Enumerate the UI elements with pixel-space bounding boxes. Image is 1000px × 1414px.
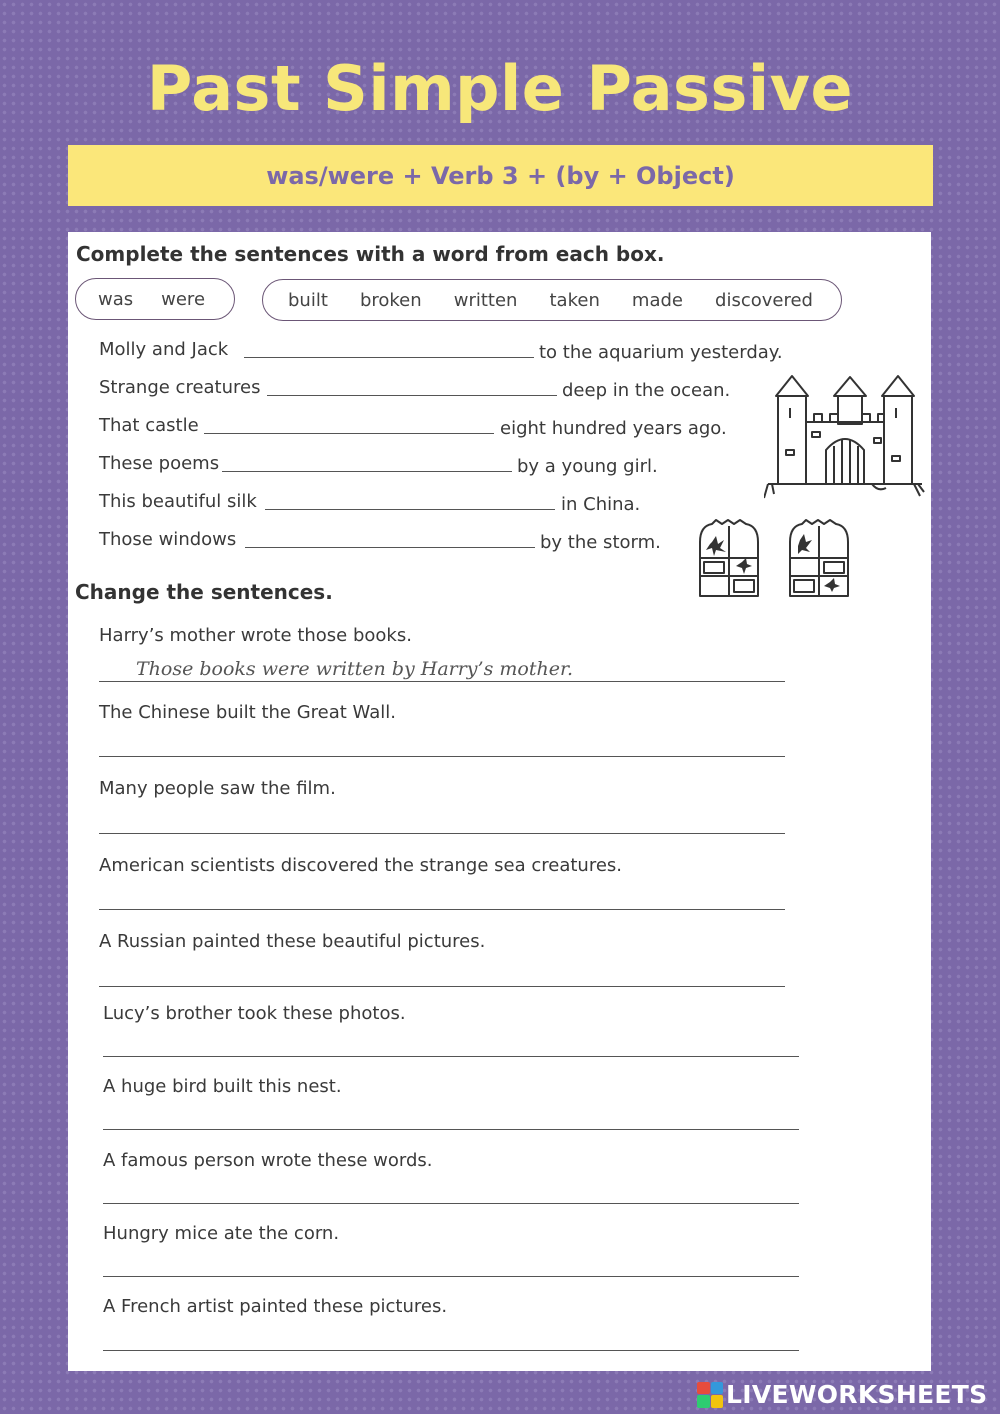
source-sentence: A famous person wrote these words.: [103, 1150, 433, 1171]
word-option: written: [453, 289, 518, 311]
source-sentence: Harry’s mother wrote those books.: [99, 625, 412, 646]
sentence-start: That castle: [99, 415, 199, 436]
word-option: broken: [359, 289, 422, 311]
word-option: was: [98, 288, 134, 310]
example-answer: Those books were written by Harry’s mother.: [136, 658, 573, 680]
answer-blank[interactable]: [222, 471, 512, 472]
word-option: were: [161, 288, 206, 310]
liveworksheets-logo: [697, 1380, 987, 1409]
logo-square: [697, 1382, 710, 1395]
answer-blank[interactable]: [265, 509, 555, 510]
answer-blank[interactable]: [267, 395, 557, 396]
answer-line[interactable]: [99, 833, 785, 834]
sentence-end: by a young girl.: [517, 456, 658, 477]
answer-line[interactable]: [99, 681, 785, 682]
logo-text: LIVEWORKSHEETS: [726, 1380, 988, 1409]
source-sentence: A Russian painted these beautiful pictures.: [99, 931, 486, 952]
page-title: Past Simple Passive: [146, 52, 854, 125]
sentence-start: This beautiful silk: [99, 491, 257, 512]
sentence-end: eight hundred years ago.: [500, 418, 727, 439]
source-sentence: The Chinese built the Great Wall.: [99, 702, 396, 723]
sentence-end: deep in the ocean.: [562, 380, 731, 401]
section1-heading: Complete the sentences with a word from each box.: [76, 242, 665, 266]
answer-line[interactable]: [99, 756, 785, 757]
windows-illustration: [694, 518, 854, 600]
sentence-end: to the aquarium yesterday.: [539, 342, 783, 363]
worksheet: [68, 232, 931, 1371]
answer-blank[interactable]: [245, 547, 535, 548]
logo-icon: [697, 1382, 723, 1408]
word-option: built: [288, 289, 328, 311]
answer-blank[interactable]: [244, 357, 534, 358]
sentence-end: in China.: [561, 494, 641, 515]
sentence-start: These poems: [99, 453, 220, 474]
logo-square: [711, 1382, 724, 1395]
sentence-start: Molly and Jack: [99, 339, 229, 360]
sentence-start: Those windows: [99, 529, 237, 550]
source-sentence: Many people saw the film.: [99, 778, 336, 799]
source-sentence: A huge bird built this nest.: [103, 1076, 342, 1097]
source-sentence: American scientists discovered the strange sea creatures.: [99, 855, 623, 876]
answer-line[interactable]: [103, 1129, 799, 1130]
word-option: taken: [549, 289, 600, 311]
word-box-auxiliaries: [75, 278, 235, 320]
answer-line[interactable]: [103, 1056, 799, 1057]
sentence-end: by the storm.: [540, 532, 661, 553]
section2-heading: Change the sentences.: [75, 580, 333, 604]
source-sentence: Lucy’s brother took these photos.: [103, 1003, 406, 1024]
formula-banner: was/were + Verb 3 + (by + Object): [68, 145, 933, 206]
answer-line[interactable]: [99, 986, 785, 987]
source-sentence: A French artist painted these pictures.: [103, 1296, 448, 1317]
word-option: made: [631, 289, 683, 311]
sentence-start: Strange creatures: [99, 377, 261, 398]
logo-square: [711, 1395, 724, 1408]
logo-square: [697, 1395, 710, 1408]
answer-blank[interactable]: [204, 433, 494, 434]
answer-line[interactable]: [103, 1276, 799, 1277]
word-option: discovered: [715, 289, 813, 311]
answer-line[interactable]: [103, 1350, 799, 1351]
answer-line[interactable]: [103, 1203, 799, 1204]
word-box-verbs: [262, 279, 842, 321]
answer-line[interactable]: [99, 909, 785, 910]
source-sentence: Hungry mice ate the corn.: [103, 1223, 340, 1244]
castle-illustration: [764, 374, 926, 500]
